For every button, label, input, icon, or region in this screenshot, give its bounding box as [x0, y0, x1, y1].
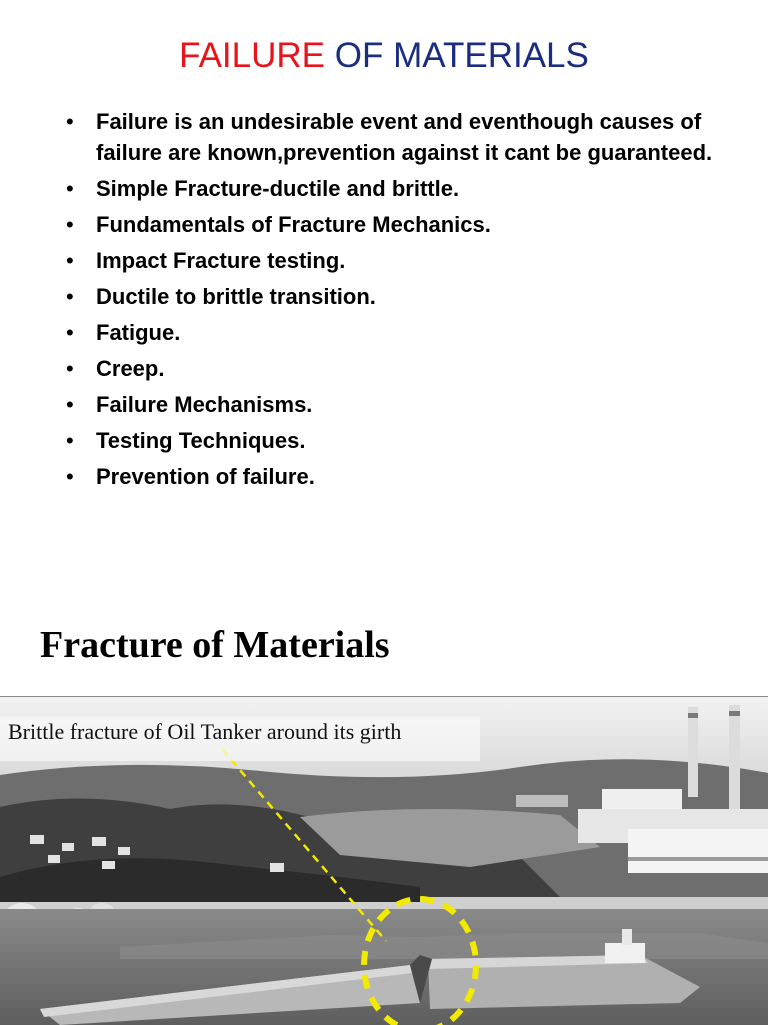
topic-item: • Creep. [62, 353, 722, 384]
topic-item: • Fatigue. [62, 317, 722, 348]
title-of-materials: OF MATERIALS [334, 36, 589, 75]
topic-item: • Prevention of failure. [62, 461, 722, 492]
topic-item: • Simple Fracture-ductile and brittle. [62, 173, 722, 204]
title-failure: FAILURE [179, 36, 326, 75]
topic-item: • Impact Fracture testing. [62, 245, 722, 276]
photo-caption: Brittle fracture of Oil Tanker around its girth [8, 719, 402, 744]
topic-item: • Testing Techniques. [62, 425, 722, 456]
slide-title [0, 34, 768, 78]
topic-item: • Ductile to brittle transition. [62, 281, 722, 312]
topic-list [62, 106, 722, 497]
topic-item: • Fundamentals of Fracture Mechanics. [62, 209, 722, 240]
topic-item: • Failure Mechanisms. [62, 389, 722, 420]
section-title: Fracture of Materials [40, 624, 390, 666]
tanker-photo-illustration [0, 697, 768, 1025]
topic-item: • Failure is an undesirable event and eventhough causes of failure are known,prevention against it cant be guaranteed. [62, 106, 722, 168]
